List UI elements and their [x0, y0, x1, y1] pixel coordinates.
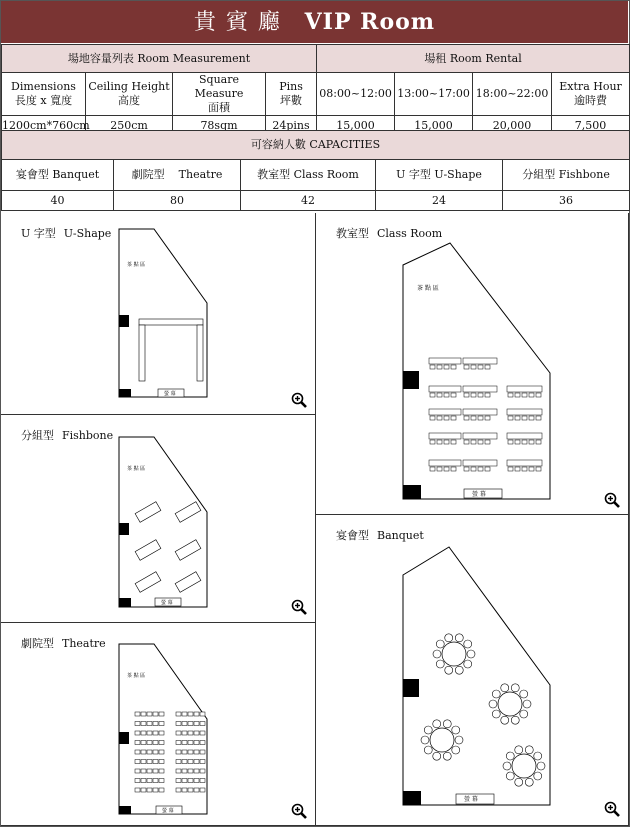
chair	[478, 416, 483, 420]
chair	[464, 660, 472, 668]
chair	[176, 769, 181, 773]
chair	[445, 666, 453, 674]
chair	[534, 752, 542, 760]
chair	[159, 712, 164, 716]
chair	[200, 712, 205, 716]
value-pins: 24pins	[266, 116, 317, 136]
capacity-header-ushape: U 字型 U-Shape	[376, 160, 503, 191]
layout-caption-classroom: 教室型 Class Room	[336, 227, 443, 240]
chair	[536, 467, 541, 471]
capacity-header-theatre: 劇院型 Theatre	[114, 160, 241, 191]
chair	[506, 752, 514, 760]
chair	[515, 416, 520, 420]
chair	[430, 440, 435, 444]
chair	[508, 440, 513, 444]
chair	[147, 760, 152, 764]
header-pins: Pins 坪數	[266, 73, 317, 116]
chair	[436, 640, 444, 648]
zoom-in-icon[interactable]	[291, 599, 307, 615]
chair	[471, 365, 476, 369]
chair	[188, 769, 193, 773]
title-zh: 貴賓廳	[193, 10, 290, 35]
chair	[182, 712, 187, 716]
header-extra-hour: Extra Hour 逾時費	[552, 73, 630, 116]
chair	[159, 769, 164, 773]
chair	[478, 467, 483, 471]
chair	[451, 393, 456, 397]
chair	[437, 467, 442, 471]
floor-plan-banquet	[316, 515, 629, 826]
desk	[507, 409, 542, 415]
chair	[464, 640, 472, 648]
chair	[464, 416, 469, 420]
zoom-in-icon[interactable]	[291, 803, 307, 819]
chair	[182, 722, 187, 726]
zoom-in-icon[interactable]	[291, 392, 307, 408]
floor-plan-ushape	[1, 213, 316, 415]
value-ceiling-height: 250cm	[86, 116, 173, 136]
chair	[153, 788, 158, 792]
value-dimensions: 1200cm*760cm	[2, 116, 86, 136]
chair	[135, 750, 140, 754]
chair	[200, 741, 205, 745]
chair	[455, 736, 463, 744]
chair	[159, 788, 164, 792]
layout-caption-fishbone: 分組型 Fishbone	[21, 429, 114, 442]
chair	[159, 750, 164, 754]
chair	[200, 750, 205, 754]
chair	[135, 722, 140, 726]
chair	[176, 760, 181, 764]
measurement-section-header: 場地容量列表 Room Measurement	[2, 45, 317, 73]
chair	[515, 778, 523, 786]
chair	[153, 741, 158, 745]
chair	[153, 722, 158, 726]
chair	[176, 712, 181, 716]
chair	[424, 726, 432, 734]
chair	[433, 752, 441, 760]
desk	[429, 386, 461, 392]
chair	[452, 746, 460, 754]
chair	[194, 722, 199, 726]
chair	[147, 712, 152, 716]
chair	[511, 684, 519, 692]
svg-text:螢 幕: 螢 幕	[162, 808, 174, 814]
header-slot-morning: 08:00~12:00	[317, 73, 395, 116]
capacity-theatre: 80	[114, 191, 241, 211]
chair	[529, 467, 534, 471]
chair	[522, 393, 527, 397]
svg-text:螢 幕: 螢 幕	[161, 600, 173, 606]
chair	[464, 365, 469, 369]
desk	[429, 433, 461, 439]
chair	[443, 752, 451, 760]
chair	[430, 467, 435, 471]
capacities-section-header: 可容納人數 CAPACITIES	[2, 131, 630, 160]
chair	[194, 712, 199, 716]
chair	[159, 741, 164, 745]
value-square-measure: 78sqm	[173, 116, 266, 136]
chair	[188, 712, 193, 716]
chair	[135, 769, 140, 773]
chair	[471, 440, 476, 444]
chair	[200, 779, 205, 783]
chair	[536, 440, 541, 444]
chair	[478, 440, 483, 444]
svg-text:螢 幕: 螢 幕	[464, 796, 478, 803]
chair	[501, 716, 509, 724]
chair	[182, 769, 187, 773]
chair	[467, 650, 475, 658]
chair	[153, 760, 158, 764]
chair	[444, 393, 449, 397]
chair	[451, 467, 456, 471]
chair	[485, 416, 490, 420]
chair	[444, 440, 449, 444]
layout-panel-ushape	[1, 213, 316, 415]
chair	[135, 712, 140, 716]
capacity-header-classroom: 教室型 Class Room	[241, 160, 376, 191]
chair	[437, 416, 442, 420]
chair	[492, 710, 500, 718]
chair	[141, 769, 146, 773]
chair	[194, 741, 199, 745]
chair	[515, 467, 520, 471]
chair	[537, 762, 545, 770]
desk	[429, 409, 461, 415]
chair	[430, 393, 435, 397]
chair	[188, 741, 193, 745]
svg-text:茶 點 區: 茶 點 區	[417, 285, 439, 292]
chair	[529, 393, 534, 397]
chair	[135, 741, 140, 745]
chair	[200, 760, 205, 764]
chair	[176, 788, 181, 792]
chair	[508, 467, 513, 471]
chair	[503, 762, 511, 770]
chair	[141, 712, 146, 716]
layout-caption-ushape: U 字型 U-Shape	[21, 227, 112, 240]
chair	[444, 467, 449, 471]
title-en: VIP Room	[304, 9, 436, 35]
zoom-in-icon[interactable]	[604, 492, 620, 508]
desk	[463, 433, 497, 439]
floor-plan-theatre	[1, 623, 316, 826]
capacity-header-banquet: 宴會型 Banquet	[2, 160, 114, 191]
chair	[194, 750, 199, 754]
chair	[508, 393, 513, 397]
desk	[507, 460, 542, 466]
chair	[451, 440, 456, 444]
chair	[176, 722, 181, 726]
measurement-rental-table	[1, 44, 630, 136]
value-rent-morning: 15,000	[317, 116, 395, 136]
chair	[153, 769, 158, 773]
chair	[437, 440, 442, 444]
chair	[529, 440, 534, 444]
chair	[135, 760, 140, 764]
chair	[525, 746, 533, 754]
chair	[182, 731, 187, 735]
header-square-measure: Square Measure 面積	[173, 73, 266, 116]
layout-panel-classroom	[316, 213, 629, 515]
chair	[147, 779, 152, 783]
chair	[520, 690, 528, 698]
chair	[147, 731, 152, 735]
desk	[463, 386, 497, 392]
header-ceiling-height: Ceiling Height 高度	[86, 73, 173, 116]
value-extra-hour: 7,500	[552, 116, 630, 136]
chair	[188, 750, 193, 754]
chair	[529, 416, 534, 420]
chair	[536, 393, 541, 397]
desk	[429, 460, 461, 466]
chair	[489, 700, 497, 708]
chair	[159, 779, 164, 783]
chair	[444, 365, 449, 369]
value-rent-evening: 20,000	[473, 116, 552, 136]
tea-area-label: 茶 點 區	[127, 262, 146, 268]
chair	[478, 365, 483, 369]
chair	[176, 750, 181, 754]
chair	[194, 731, 199, 735]
capacity-classroom: 42	[241, 191, 376, 211]
chair	[464, 467, 469, 471]
chair	[147, 741, 152, 745]
header-slot-afternoon: 13:00~17:00	[395, 73, 473, 116]
svg-text:茶 點 區: 茶 點 區	[127, 466, 146, 472]
desk	[429, 358, 461, 364]
floor-plan-fishbone	[1, 415, 316, 623]
chair	[147, 722, 152, 726]
chair	[451, 365, 456, 369]
desk	[463, 358, 497, 364]
chair	[433, 650, 441, 658]
chair	[443, 720, 451, 728]
chair	[135, 788, 140, 792]
chair	[176, 731, 181, 735]
chair	[534, 772, 542, 780]
chair	[515, 746, 523, 754]
capacity-ushape: 24	[376, 191, 503, 211]
chair	[194, 779, 199, 783]
chair	[464, 393, 469, 397]
chair	[141, 731, 146, 735]
chair	[141, 779, 146, 783]
chair	[182, 750, 187, 754]
chair	[436, 660, 444, 668]
desk	[463, 460, 497, 466]
header-dimensions: Dimensions 長度 x 寬度	[2, 73, 86, 116]
chair	[452, 726, 460, 734]
chair	[437, 365, 442, 369]
chair	[455, 634, 463, 642]
chair	[455, 666, 463, 674]
chair	[464, 440, 469, 444]
chair	[200, 722, 205, 726]
chair	[478, 393, 483, 397]
header-slot-evening: 18:00~22:00	[473, 73, 552, 116]
chair	[430, 416, 435, 420]
chair	[200, 769, 205, 773]
chair	[522, 440, 527, 444]
chair	[485, 393, 490, 397]
chair	[520, 710, 528, 718]
chair	[159, 722, 164, 726]
svg-text:螢 幕: 螢 幕	[472, 491, 486, 498]
capacity-fishbone: 36	[503, 191, 630, 211]
desk	[463, 409, 497, 415]
chair	[188, 722, 193, 726]
chair	[501, 684, 509, 692]
chair	[522, 467, 527, 471]
chair	[194, 760, 199, 764]
chair	[200, 788, 205, 792]
chair	[511, 716, 519, 724]
chair	[485, 440, 490, 444]
chair	[182, 741, 187, 745]
chair	[485, 365, 490, 369]
layout-panel-theatre	[1, 623, 316, 826]
chair	[506, 772, 514, 780]
page-title	[1, 1, 628, 43]
chair	[159, 760, 164, 764]
chair	[182, 779, 187, 783]
chair	[188, 779, 193, 783]
chair	[147, 769, 152, 773]
screen-label: 螢 幕	[164, 391, 176, 397]
chair	[141, 722, 146, 726]
capacity-header-fishbone: 分組型 Fishbone	[503, 160, 630, 191]
chair	[424, 746, 432, 754]
chair	[525, 778, 533, 786]
chair	[471, 416, 476, 420]
chair	[523, 700, 531, 708]
chair	[153, 750, 158, 754]
chair	[159, 731, 164, 735]
layout-caption-banquet: 宴會型 Banquet	[336, 529, 424, 542]
chair	[194, 788, 199, 792]
chair	[437, 393, 442, 397]
chair	[515, 440, 520, 444]
capacities-table	[1, 130, 630, 211]
chair	[176, 741, 181, 745]
chair	[451, 416, 456, 420]
chair	[433, 720, 441, 728]
chair	[471, 393, 476, 397]
chair	[188, 788, 193, 792]
layout-panel-fishbone	[1, 415, 316, 623]
chair	[444, 416, 449, 420]
chair	[153, 731, 158, 735]
chair	[147, 750, 152, 754]
chair	[141, 788, 146, 792]
chair	[176, 779, 181, 783]
desk	[507, 433, 542, 439]
chair	[430, 365, 435, 369]
layout-caption-theatre: 劇院型 Theatre	[21, 637, 106, 650]
desk	[507, 386, 542, 392]
chair	[153, 779, 158, 783]
chair	[515, 393, 520, 397]
chair	[421, 736, 429, 744]
chair	[182, 760, 187, 764]
chair	[135, 731, 140, 735]
chair	[141, 741, 146, 745]
chair	[141, 750, 146, 754]
layout-panel-banquet	[316, 515, 629, 826]
chair	[135, 779, 140, 783]
chair	[200, 731, 205, 735]
chair	[485, 467, 490, 471]
chair	[182, 788, 187, 792]
chair	[141, 760, 146, 764]
chair	[445, 634, 453, 642]
value-rent-afternoon: 15,000	[395, 116, 473, 136]
chair	[194, 769, 199, 773]
chair	[153, 712, 158, 716]
zoom-in-icon[interactable]	[604, 801, 620, 817]
floor-plan-classroom	[316, 213, 629, 515]
capacity-banquet: 40	[2, 191, 114, 211]
chair	[492, 690, 500, 698]
chair	[188, 760, 193, 764]
chair	[147, 788, 152, 792]
rental-section-header: 場租 Room Rental	[317, 45, 630, 73]
chair	[508, 416, 513, 420]
chair	[536, 416, 541, 420]
chair	[522, 416, 527, 420]
chair	[471, 467, 476, 471]
svg-text:茶 點 區: 茶 點 區	[127, 673, 146, 679]
chair	[188, 731, 193, 735]
